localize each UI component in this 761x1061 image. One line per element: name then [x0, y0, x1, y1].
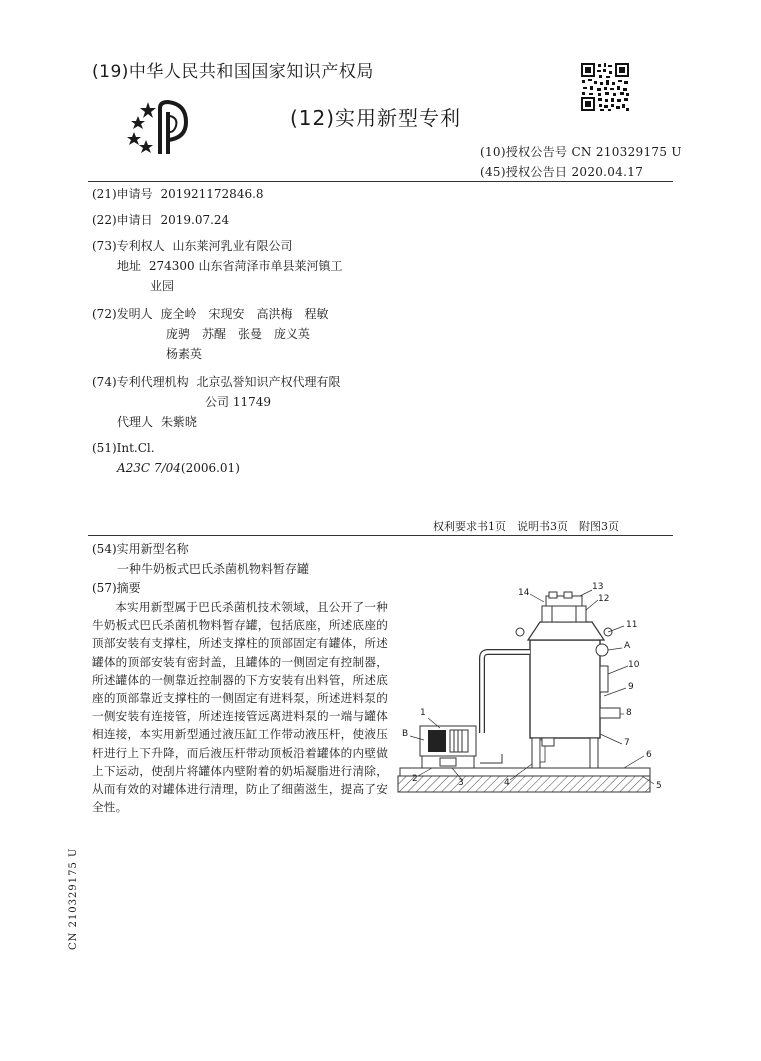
side-publication-code: CN 210329175 U: [68, 847, 79, 950]
agency-row: [92, 374, 340, 391]
intcl-row: [117, 460, 240, 477]
qr-code: [580, 62, 630, 112]
inventors-line-3: 杨素英: [166, 347, 203, 361]
intcl-code: A23C 7/04: [117, 461, 181, 475]
owner-label: (73)专利权人: [92, 239, 165, 253]
fig-label-1: 1: [420, 708, 426, 718]
application-date-label: (22)申请日: [92, 213, 153, 227]
agent-label: 代理人: [117, 415, 154, 429]
inventors-row: [92, 306, 328, 323]
address-line-1: 274300 山东省菏泽市单县莱河镇工: [148, 259, 343, 273]
fig-label-b: B: [402, 729, 409, 739]
inventors-label: (72)发明人: [92, 307, 153, 321]
fig-label-6: 6: [646, 750, 652, 760]
application-number-label: (21)申请号: [92, 187, 153, 201]
inventors-line-2: 庞骋 苏醒 张曼 庞义英: [166, 327, 311, 341]
intcl-label: (51)Int.Cl.: [92, 441, 155, 455]
owner-row: [92, 238, 292, 255]
application-number: 201921172846.8: [160, 187, 264, 201]
cnipa-emblem: [126, 98, 196, 158]
fig-label-7: 7: [624, 738, 630, 748]
owner-name: 山东莱河乳业有限公司: [172, 239, 293, 253]
abstract-text: [92, 598, 388, 816]
patent-agency-line-2: 公司 11749: [205, 395, 271, 409]
fig-label-3: 3: [458, 778, 464, 788]
pages-summary: 权利要求书1页 说明书3页 附图3页: [433, 520, 619, 533]
agency-name: (19)中华人民共和国国家知识产权局: [92, 62, 374, 82]
title-label: (54)实用新型名称: [92, 542, 189, 556]
fig-label-10: 10: [628, 660, 640, 670]
publication-date: (45)授权公告日 2020.04.17: [480, 165, 644, 179]
address-row: [117, 258, 342, 275]
abstract-paragraph: 本实用新型属于巴氏杀菌机技术领域，且公开了一种牛奶板式巴氏杀菌机物料暂存罐，包括底座，所述底座的顶部安装有支撑柱，所述支撑柱的顶部固定有罐体，所述罐体的顶部安装有密封盖，且罐体的一侧固定有控制器，所述罐体的一侧靠近控制器的下方安装有出料管，所述底座的顶部靠近支撑柱的一侧固定有进料泵，所述进料泵的一侧安装有连接管，所述连接管远离进料泵的一端与罐体相连接，本实用新型通过液压缸工作带动液压杆，使液压杆进行上下升降，而后液压杆带动顶板沿着罐体的内壁做上下运动，使刮片将罐体内壁附着的奶垢凝脂进行清除，从而有效的对罐体进行清理，防止了细菌滋生，提高了安全性。: [92, 600, 388, 815]
fig-label-12: 12: [598, 594, 610, 604]
biblio-divider: [88, 535, 673, 536]
document-type: (12)实用新型专利: [290, 106, 462, 130]
abstract-label: (57)摘要: [92, 581, 141, 595]
patent-agency-label: (74)专利代理机构: [92, 375, 189, 389]
application-number-row: [92, 186, 264, 203]
fig-label-8: 8: [626, 708, 632, 718]
fig-label-13: 13: [592, 582, 604, 592]
application-date: 2019.07.24: [160, 213, 230, 227]
technical-drawing: [392, 578, 672, 804]
address-label: 地址: [117, 259, 142, 273]
publication-number: (10)授权公告号 CN 210329175 U: [480, 145, 682, 159]
agent-name: 朱紫晓: [160, 415, 197, 429]
intcl-year: (2006.01): [180, 461, 240, 475]
fig-label-4: 4: [504, 778, 510, 788]
fig-label-2: 2: [412, 774, 418, 784]
fig-label-14: 14: [518, 588, 530, 598]
application-date-row: [92, 212, 229, 229]
inventors-line-1: 庞全岭 宋现安 高洪梅 程敏: [160, 307, 329, 321]
fig-label-9: 9: [628, 682, 634, 692]
patent-agency-line-1: 北京弘誉知识产权代理有限: [196, 375, 341, 389]
fig-label-11: 11: [626, 620, 638, 630]
address-line-2: 业园: [150, 279, 175, 293]
fig-label-5: 5: [656, 781, 662, 791]
agent-row: [117, 414, 197, 431]
utility-model-title: 一种牛奶板式巴氏杀菌机物料暂存罐: [117, 562, 310, 576]
fig-label-a: A: [624, 641, 631, 651]
header-divider: [88, 181, 673, 182]
